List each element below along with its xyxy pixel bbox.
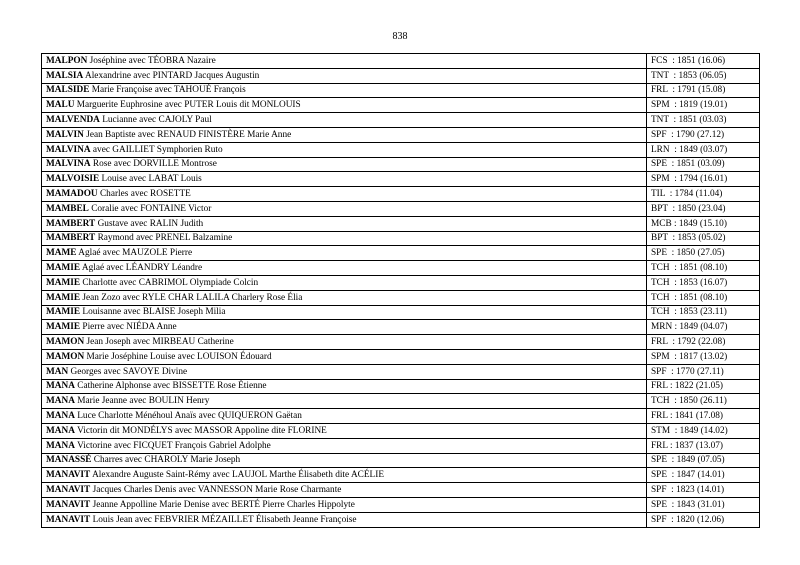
entry-cell <box>42 320 647 335</box>
entry-cell <box>42 379 647 394</box>
entry-details: Victorin dit MONDÉLYS avec MASSOR Appoline dite FLORINE <box>74 425 327 436</box>
entry-details: Jacques Charles Denis avec VANNESSON Marie Rose Charmante <box>90 485 342 495</box>
surname: MALVINA <box>46 144 91 155</box>
entry-cell <box>42 157 647 172</box>
entry-details: Lucianne avec CAJOLY Paul <box>99 115 212 126</box>
reference-cell: SPE : 1847 (14.01) <box>647 468 760 483</box>
reference-cell: SPE : 1849 (07.05) <box>647 453 760 468</box>
entry-details: Joséphine avec TÉOBRA Nazaire <box>87 55 216 66</box>
table-row <box>42 113 760 128</box>
surname: MAMIE <box>46 307 81 318</box>
reference-cell: SPE : 1843 (31.01) <box>647 497 760 512</box>
entry-details: Alexandre Auguste Saint-Rémy avec LAUJOL Marthe Élisabeth dite ACÉLIE <box>90 470 384 481</box>
table-row <box>42 98 760 113</box>
reference-cell: FRL : 1841 (17.08) <box>647 409 760 424</box>
entry-cell <box>42 98 647 113</box>
surname: MAMIE <box>46 263 81 274</box>
reference-cell: FRL : 1837 (13.07) <box>647 438 760 453</box>
table-row <box>42 187 760 202</box>
table-row <box>42 335 760 350</box>
table-row <box>42 438 760 453</box>
reference-cell: FCS : 1851 (16.06) <box>647 54 760 69</box>
entry-details: Rose avec DORVILLE Montrose <box>90 159 217 170</box>
reference-cell: MCB : 1849 (15.10) <box>647 216 760 231</box>
entry-cell <box>42 468 647 483</box>
surname: MANA <box>46 411 75 422</box>
table-row <box>42 483 760 498</box>
table-row <box>42 275 760 290</box>
table-row <box>42 379 760 394</box>
reference-cell: SPF : 1820 (12.06) <box>647 512 760 527</box>
reference-cell: TCH : 1853 (16.07) <box>647 275 760 290</box>
surname: MAMADOU <box>46 189 98 200</box>
reference-cell: SPM : 1819 (19.01) <box>647 98 760 113</box>
surname: MAMBERT <box>46 218 96 229</box>
reference-cell: SPM : 1794 (16.01) <box>647 172 760 187</box>
entry-cell <box>42 409 647 424</box>
surname: MAMIE <box>46 277 81 288</box>
table-row <box>42 83 760 98</box>
entry-details: avec GAILLIET Symphorien Ruto <box>90 144 223 155</box>
surname: MANA <box>46 425 75 436</box>
surname: MAMBEL <box>46 203 89 214</box>
surname: MAMIE <box>46 292 81 303</box>
entry-details: Jean Baptiste avec RENAUD FINISTÈRE Marie Anne <box>83 129 292 140</box>
entry-details: Marie Françoise avec TAHOUÉ François <box>89 85 246 96</box>
surname: MANASSÉ <box>46 455 92 466</box>
surname: MALSIDE <box>46 85 90 96</box>
entry-cell <box>42 113 647 128</box>
surname: MAMON <box>46 337 85 348</box>
table-row <box>42 409 760 424</box>
entry-cell <box>42 423 647 438</box>
entry-cell <box>42 483 647 498</box>
entry-details: Pierre avec NIÉDA Anne <box>80 322 177 333</box>
reference-cell: BPT : 1853 (05.02) <box>647 231 760 246</box>
reference-cell: BPT : 1850 (23.04) <box>647 201 760 216</box>
table-row <box>42 320 760 335</box>
surname: MANA <box>46 381 75 392</box>
page-number: 838 <box>392 31 408 42</box>
entry-cell <box>42 246 647 261</box>
reference-cell: SPM : 1817 (13.02) <box>647 349 760 364</box>
entry-details: Louise avec LABAT Louis <box>99 174 202 185</box>
reference-cell: TCH : 1851 (08.10) <box>647 261 760 276</box>
entry-details: Victorine avec FICQUET François Gabriel Adolphe <box>74 440 271 451</box>
table-row <box>42 231 760 246</box>
entry-details: Aglaé avec MAUZOLE Pierre <box>76 248 193 259</box>
reference-cell: TCH : 1850 (26.11) <box>647 394 760 409</box>
reference-cell: STM : 1849 (14.02) <box>647 423 760 438</box>
entry-details: Luce Charlotte Ménéhoul Anaïs avec QUIQUERON Gaëtan <box>74 411 302 422</box>
entry-details: Charlotte avec CABRIMOL Olympiade Colcin <box>80 277 259 288</box>
entry-cell <box>42 290 647 305</box>
table-row <box>42 453 760 468</box>
table-row <box>42 54 760 69</box>
table-row <box>42 201 760 216</box>
entry-details: Marie Joséphine Louise avec LOUISON Édouard <box>84 351 272 362</box>
reference-cell: TIL : 1784 (11.04) <box>647 187 760 202</box>
reference-cell: MRN : 1849 (04.07) <box>647 320 760 335</box>
surname: MALVINA <box>46 159 91 170</box>
reference-cell: TCH : 1851 (08.10) <box>647 290 760 305</box>
entry-cell <box>42 275 647 290</box>
surname: MANAVIT <box>46 485 91 495</box>
entry-cell <box>42 216 647 231</box>
surname: MAMIE <box>46 322 81 333</box>
surname: MAN <box>46 366 69 377</box>
entry-details: Alexandrine avec PINTARD Jacques Augustin <box>83 70 260 81</box>
reference-cell: FRL : 1822 (21.05) <box>647 379 760 394</box>
entry-cell <box>42 305 647 320</box>
surname: MANA <box>46 440 75 451</box>
table-row <box>42 394 760 409</box>
entry-cell <box>42 68 647 83</box>
entry-details: Jean Joseph avec MIRBEAU Catherine <box>84 337 234 348</box>
marriage-register-table <box>41 53 760 528</box>
table-row <box>42 246 760 261</box>
entry-cell <box>42 512 647 527</box>
entry-details: Jean Zozo avec RYLE CHAR LALILA Charlery Rose Élia <box>80 292 303 303</box>
entry-cell <box>42 83 647 98</box>
table-row <box>42 172 760 187</box>
table-row <box>42 512 760 527</box>
table-row <box>42 127 760 142</box>
surname: MALVOISIE <box>46 174 100 185</box>
reference-cell: TNT : 1853 (06.05) <box>647 68 760 83</box>
entry-details: Louis Jean avec FEBVRIER MÉZAILLET Élisabeth Jeanne Françoise <box>90 514 357 525</box>
surname: MANAVIT <box>46 470 91 481</box>
entry-cell <box>42 187 647 202</box>
reference-cell: TCH : 1853 (23.11) <box>647 305 760 320</box>
entry-cell <box>42 231 647 246</box>
entry-cell <box>42 349 647 364</box>
reference-cell: FRL : 1791 (15.08) <box>647 83 760 98</box>
table-row <box>42 423 760 438</box>
table-row <box>42 497 760 512</box>
entry-details: Catherine Alphonse avec BISSETTE Rose Étienne <box>74 381 267 392</box>
reference-cell: SPE : 1850 (27.05) <box>647 246 760 261</box>
surname: MANAVIT <box>46 499 91 510</box>
table-row <box>42 261 760 276</box>
entry-cell <box>42 453 647 468</box>
entry-details: Jeanne Appolline Marie Denise avec BERTÉ Pierre Charles Hippolyte <box>90 499 355 510</box>
surname: MANA <box>46 396 75 407</box>
entry-cell <box>42 172 647 187</box>
table-row <box>42 468 760 483</box>
reference-cell: SPE : 1851 (03.09) <box>647 157 760 172</box>
entry-cell <box>42 335 647 350</box>
table-row <box>42 68 760 83</box>
entry-cell <box>42 54 647 69</box>
surname: MALVENDA <box>46 115 100 126</box>
table-row <box>42 349 760 364</box>
surname: MALVIN <box>46 129 84 140</box>
reference-cell: LRN : 1849 (03.07) <box>647 142 760 157</box>
surname: MALPON <box>46 55 88 66</box>
surname: MALU <box>46 100 75 111</box>
entry-details: Raymond avec PRENEL Balzamine <box>95 233 233 244</box>
table-row <box>42 364 760 379</box>
entry-cell <box>42 127 647 142</box>
entry-cell <box>42 438 647 453</box>
entry-cell <box>42 497 647 512</box>
reference-cell: FRL : 1792 (22.08) <box>647 335 760 350</box>
entry-details: Marguerite Euphrosine avec PUTER Louis dit MONLOUIS <box>74 100 301 111</box>
entry-details: Marie Jeanne avec BOULIN Henry <box>74 396 210 407</box>
surname: MALSIA <box>46 70 84 81</box>
surname: MAMON <box>46 351 85 362</box>
entry-details: Charles avec ROSETTE <box>97 189 191 200</box>
reference-cell: SPF : 1790 (27.12) <box>647 127 760 142</box>
entry-cell <box>42 142 647 157</box>
entry-cell <box>42 261 647 276</box>
table-row <box>42 305 760 320</box>
surname: MANAVIT <box>46 514 91 525</box>
reference-cell: SPF : 1823 (14.01) <box>647 483 760 498</box>
reference-cell: SPF : 1770 (27.11) <box>647 364 760 379</box>
table-row <box>42 157 760 172</box>
entry-cell <box>42 201 647 216</box>
entry-cell <box>42 394 647 409</box>
entry-details: Louisanne avec BLAISE Joseph Milia <box>80 307 226 318</box>
entry-details: Gustave avec RALIN Judith <box>95 218 204 229</box>
reference-cell: TNT : 1851 (03.03) <box>647 113 760 128</box>
table-row <box>42 216 760 231</box>
entry-details: Charres avec CHAROLY Marie Joseph <box>91 455 241 466</box>
entry-details: Georges avec SAVOYE Divine <box>68 366 188 377</box>
entry-details: Coralie avec FONTAINE Victor <box>88 203 212 214</box>
table-row <box>42 142 760 157</box>
surname: MAMBERT <box>46 233 96 244</box>
entry-details: Aglaé avec LÉANDRY Léandre <box>80 263 203 274</box>
table-row <box>42 290 760 305</box>
entry-cell <box>42 364 647 379</box>
surname: MAME <box>46 248 77 259</box>
